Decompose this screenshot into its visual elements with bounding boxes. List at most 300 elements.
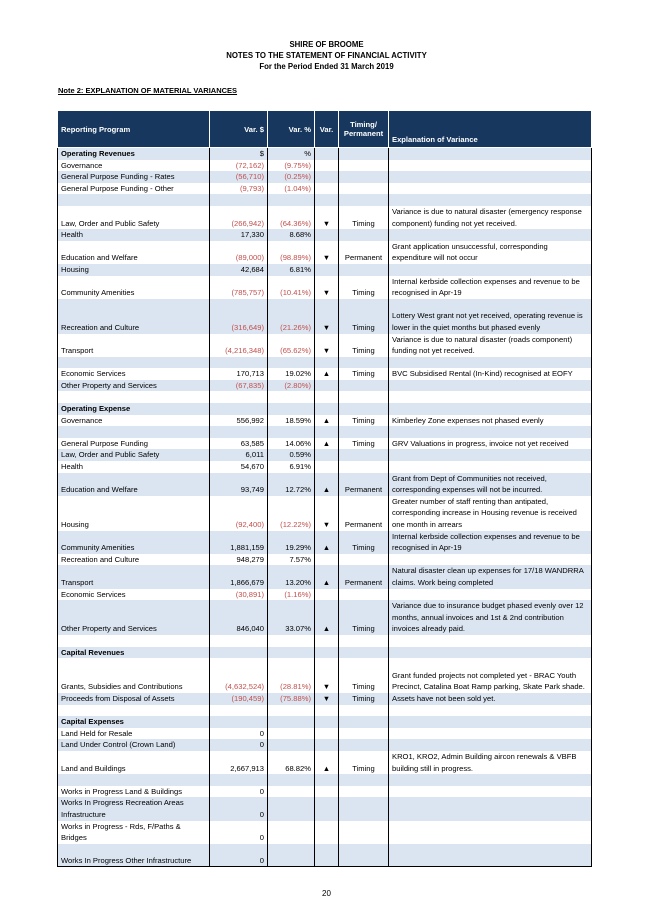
down-arrow-icon: ▼ bbox=[315, 693, 339, 705]
var-pct-cell: 0.59% bbox=[268, 449, 315, 461]
program-cell: Operating Revenues bbox=[58, 148, 210, 160]
var-pct-cell: 19.29% bbox=[268, 531, 315, 554]
var-pct-cell: 19.02% bbox=[268, 368, 315, 380]
section-row bbox=[58, 716, 592, 728]
program-cell: General Purpose Funding - Other bbox=[58, 183, 210, 195]
program-cell: Health bbox=[58, 461, 210, 473]
timing-cell bbox=[339, 705, 389, 717]
explanation-cell bbox=[389, 449, 592, 461]
var-pct-cell: (1.04%) bbox=[268, 183, 315, 195]
report-period: For the Period Ended 31 March 2019 bbox=[259, 62, 394, 71]
timing-cell bbox=[339, 380, 389, 392]
var-pct-cell: 7.57% bbox=[268, 554, 315, 566]
var-cell bbox=[315, 554, 339, 566]
timing-cell bbox=[339, 774, 389, 786]
col-timing: Timing/ Permanent bbox=[339, 111, 389, 148]
timing-cell bbox=[339, 589, 389, 601]
program-cell: Capital Revenues bbox=[58, 647, 210, 659]
var-pct-cell bbox=[268, 821, 315, 844]
timing-cell: Timing bbox=[339, 751, 389, 774]
table-row bbox=[58, 229, 592, 241]
var-dollar-cell: 170,713 bbox=[210, 368, 268, 380]
program-cell: Transport bbox=[58, 565, 210, 588]
table-row bbox=[58, 751, 592, 774]
table-row bbox=[58, 531, 592, 554]
var-dollar-cell: 0 bbox=[210, 821, 268, 844]
col-var-dollar: Var. $ bbox=[210, 111, 268, 148]
table-row bbox=[58, 415, 592, 427]
timing-cell bbox=[339, 728, 389, 740]
var-pct-cell: 6.91% bbox=[268, 461, 315, 473]
var-dollar-cell: 2,667,913 bbox=[210, 751, 268, 774]
timing-cell bbox=[339, 426, 389, 438]
var-cell bbox=[315, 357, 339, 369]
var-dollar-cell: 846,040 bbox=[210, 600, 268, 635]
program-cell: Land Held for Resale bbox=[58, 728, 210, 740]
table-row bbox=[58, 565, 592, 588]
timing-cell bbox=[339, 461, 389, 473]
timing-cell bbox=[339, 171, 389, 183]
timing-cell bbox=[339, 635, 389, 647]
table-row bbox=[58, 264, 592, 276]
var-pct-cell: 18.59% bbox=[268, 415, 315, 427]
program-cell: Capital Expenses bbox=[58, 716, 210, 728]
table-row bbox=[58, 241, 592, 264]
timing-cell bbox=[339, 786, 389, 798]
timing-cell: Timing bbox=[339, 693, 389, 705]
program-cell: Proceeds from Disposal of Assets bbox=[58, 693, 210, 705]
table-row bbox=[58, 368, 592, 380]
var-pct-cell: (9.75%) bbox=[268, 160, 315, 172]
program-cell: Law, Order and Public Safety bbox=[58, 206, 210, 229]
var-pct-cell bbox=[268, 774, 315, 786]
table-row bbox=[58, 797, 592, 820]
timing-cell bbox=[339, 739, 389, 751]
explanation-cell bbox=[389, 380, 592, 392]
var-dollar-cell bbox=[210, 194, 268, 206]
program-cell: Grants, Subsidies and Contributions bbox=[58, 658, 210, 693]
explanation-cell: GRV Valuations in progress, invoice not yet received bbox=[389, 438, 592, 450]
program-cell bbox=[58, 194, 210, 206]
timing-cell: Timing bbox=[339, 206, 389, 229]
up-arrow-icon: ▲ bbox=[315, 600, 339, 635]
program-cell: Transport bbox=[58, 334, 210, 357]
var-dollar-cell: (92,400) bbox=[210, 496, 268, 531]
down-arrow-icon: ▼ bbox=[315, 206, 339, 229]
explanation-cell: BVC Subsidised Rental (In-Kind) recognised at EOFY bbox=[389, 368, 592, 380]
explanation-cell bbox=[389, 589, 592, 601]
program-cell bbox=[58, 357, 210, 369]
timing-cell: Timing bbox=[339, 600, 389, 635]
timing-cell: Timing bbox=[339, 531, 389, 554]
up-arrow-icon: ▲ bbox=[315, 751, 339, 774]
timing-cell bbox=[339, 357, 389, 369]
explanation-cell bbox=[389, 705, 592, 717]
program-cell: Community Amenities bbox=[58, 531, 210, 554]
var-dollar-cell bbox=[210, 426, 268, 438]
var-pct-cell: (2.80%) bbox=[268, 380, 315, 392]
var-dollar-cell: (316,649) bbox=[210, 299, 268, 334]
explanation-cell bbox=[389, 391, 592, 403]
var-pct-cell: (21.26%) bbox=[268, 299, 315, 334]
var-dollar-cell bbox=[210, 391, 268, 403]
var-pct-cell: (1.16%) bbox=[268, 589, 315, 601]
var-pct-cell: (12.22%) bbox=[268, 496, 315, 531]
program-cell: Governance bbox=[58, 160, 210, 172]
explanation-cell bbox=[389, 739, 592, 751]
var-pct-cell: (65.62%) bbox=[268, 334, 315, 357]
table-row bbox=[58, 635, 592, 647]
report-subtitle: NOTES TO THE STATEMENT OF FINANCIAL ACTIVITY bbox=[226, 51, 427, 60]
var-cell bbox=[315, 844, 339, 867]
explanation-cell bbox=[389, 264, 592, 276]
var-cell bbox=[315, 635, 339, 647]
var-pct-cell: 12.72% bbox=[268, 473, 315, 496]
var-pct-cell: 13.20% bbox=[268, 565, 315, 588]
explanation-cell bbox=[389, 403, 592, 415]
explanation-cell bbox=[389, 786, 592, 798]
table-row bbox=[58, 705, 592, 717]
program-cell: Recreation and Culture bbox=[58, 299, 210, 334]
var-dollar-cell: 0 bbox=[210, 797, 268, 820]
var-pct-cell bbox=[268, 797, 315, 820]
program-cell: Community Amenities bbox=[58, 276, 210, 299]
explanation-cell bbox=[389, 194, 592, 206]
timing-cell bbox=[339, 554, 389, 566]
var-cell bbox=[315, 739, 339, 751]
var-cell bbox=[315, 403, 339, 415]
var-dollar-cell: (190,459) bbox=[210, 693, 268, 705]
var-pct-cell bbox=[268, 705, 315, 717]
var-cell bbox=[315, 821, 339, 844]
var-pct-cell bbox=[268, 194, 315, 206]
explanation-cell bbox=[389, 728, 592, 740]
var-pct-cell: 14.06% bbox=[268, 438, 315, 450]
table-row bbox=[58, 844, 592, 867]
program-cell: Operating Expense bbox=[58, 403, 210, 415]
var-dollar-cell: (56,710) bbox=[210, 171, 268, 183]
explanation-cell bbox=[389, 148, 592, 160]
timing-cell bbox=[339, 148, 389, 160]
table-row bbox=[58, 171, 592, 183]
var-dollar-cell: 42,684 bbox=[210, 264, 268, 276]
table-row bbox=[58, 600, 592, 635]
var-pct-cell: (28.81%) bbox=[268, 658, 315, 693]
down-arrow-icon: ▼ bbox=[315, 276, 339, 299]
var-pct-cell bbox=[268, 391, 315, 403]
var-cell bbox=[315, 449, 339, 461]
var-cell bbox=[315, 461, 339, 473]
down-arrow-icon: ▼ bbox=[315, 299, 339, 334]
var-dollar-cell: 0 bbox=[210, 739, 268, 751]
var-cell bbox=[315, 705, 339, 717]
up-arrow-icon: ▲ bbox=[315, 531, 339, 554]
var-dollar-cell bbox=[210, 647, 268, 659]
var-dollar-cell: 93,749 bbox=[210, 473, 268, 496]
program-cell: Education and Welfare bbox=[58, 473, 210, 496]
var-pct-cell bbox=[268, 716, 315, 728]
explanation-cell bbox=[389, 183, 592, 195]
up-arrow-icon: ▲ bbox=[315, 368, 339, 380]
up-arrow-icon: ▲ bbox=[315, 565, 339, 588]
var-dollar-cell: (30,891) bbox=[210, 589, 268, 601]
var-dollar-cell: 63,585 bbox=[210, 438, 268, 450]
col-explanation: Explanation of Variance bbox=[389, 111, 592, 148]
section-row bbox=[58, 403, 592, 415]
var-cell bbox=[315, 194, 339, 206]
var-cell bbox=[315, 160, 339, 172]
var-dollar-cell: (266,942) bbox=[210, 206, 268, 229]
program-cell: Other Property and Services bbox=[58, 380, 210, 392]
report-org: SHIRE OF BROOME bbox=[289, 40, 364, 49]
var-cell bbox=[315, 716, 339, 728]
explanation-cell bbox=[389, 844, 592, 867]
col-program: Reporting Program bbox=[58, 111, 210, 148]
var-dollar-cell: $ bbox=[210, 148, 268, 160]
table-row bbox=[58, 194, 592, 206]
program-cell: Land and Buildings bbox=[58, 751, 210, 774]
timing-cell bbox=[339, 821, 389, 844]
explanation-cell: Variance due to insurance budget phased evenly over 12 months, annual invoices and 1st & 2nd contribution invoices already paid. bbox=[389, 600, 592, 635]
table-row bbox=[58, 693, 592, 705]
program-cell: Recreation and Culture bbox=[58, 554, 210, 566]
var-pct-cell bbox=[268, 739, 315, 751]
table-row bbox=[58, 658, 592, 693]
table-row bbox=[58, 276, 592, 299]
explanation-cell bbox=[389, 821, 592, 844]
explanation-cell bbox=[389, 171, 592, 183]
program-cell: Law, Order and Public Safety bbox=[58, 449, 210, 461]
var-cell bbox=[315, 229, 339, 241]
timing-cell bbox=[339, 449, 389, 461]
program-cell: Education and Welfare bbox=[58, 241, 210, 264]
timing-cell bbox=[339, 183, 389, 195]
explanation-cell bbox=[389, 554, 592, 566]
var-dollar-cell: (67,835) bbox=[210, 380, 268, 392]
table-row bbox=[58, 299, 592, 334]
var-cell bbox=[315, 380, 339, 392]
table-row bbox=[58, 496, 592, 531]
var-dollar-cell bbox=[210, 635, 268, 647]
down-arrow-icon: ▼ bbox=[315, 334, 339, 357]
explanation-cell bbox=[389, 229, 592, 241]
program-cell: General Purpose Funding bbox=[58, 438, 210, 450]
col-var-pct: Var. % bbox=[268, 111, 315, 148]
timing-cell: Timing bbox=[339, 658, 389, 693]
table-row bbox=[58, 438, 592, 450]
var-pct-cell bbox=[268, 647, 315, 659]
program-cell: Economic Services bbox=[58, 368, 210, 380]
var-pct-cell: (10.41%) bbox=[268, 276, 315, 299]
program-cell bbox=[58, 635, 210, 647]
var-dollar-cell: 6,011 bbox=[210, 449, 268, 461]
explanation-cell bbox=[389, 635, 592, 647]
explanation-cell: Assets have not been sold yet. bbox=[389, 693, 592, 705]
var-cell bbox=[315, 183, 339, 195]
var-cell bbox=[315, 391, 339, 403]
table-row bbox=[58, 426, 592, 438]
var-pct-cell bbox=[268, 357, 315, 369]
explanation-cell: Variance is due to natural disaster (emergency response component) funding not yet received. bbox=[389, 206, 592, 229]
var-cell bbox=[315, 171, 339, 183]
var-cell bbox=[315, 786, 339, 798]
table-row bbox=[58, 391, 592, 403]
var-cell bbox=[315, 647, 339, 659]
var-dollar-cell: (72,162) bbox=[210, 160, 268, 172]
explanation-cell bbox=[389, 774, 592, 786]
program-cell bbox=[58, 705, 210, 717]
explanation-cell: KRO1, KRO2, Admin Building aircon renewals & VBFB building still in progress. bbox=[389, 751, 592, 774]
program-cell: General Purpose Funding - Rates bbox=[58, 171, 210, 183]
table-row bbox=[58, 728, 592, 740]
explanation-cell bbox=[389, 716, 592, 728]
var-dollar-cell: 54,670 bbox=[210, 461, 268, 473]
timing-cell: Permanent bbox=[339, 241, 389, 264]
var-dollar-cell bbox=[210, 716, 268, 728]
timing-cell bbox=[339, 264, 389, 276]
var-dollar-cell: 0 bbox=[210, 786, 268, 798]
timing-cell bbox=[339, 160, 389, 172]
var-dollar-cell: 1,881,159 bbox=[210, 531, 268, 554]
program-cell bbox=[58, 426, 210, 438]
explanation-cell: Greater number of staff renting than antipated, corresponding increase in Housing revenue is received one month in arrears bbox=[389, 496, 592, 531]
table-body bbox=[58, 148, 592, 867]
program-cell: Works in Progress - Rds, F/Paths & Bridges bbox=[58, 821, 210, 844]
timing-cell bbox=[339, 194, 389, 206]
var-pct-cell: % bbox=[268, 148, 315, 160]
up-arrow-icon: ▲ bbox=[315, 438, 339, 450]
explanation-cell: Internal kerbside collection expenses and revenue to be recognised in Apr-19 bbox=[389, 276, 592, 299]
var-cell bbox=[315, 797, 339, 820]
var-pct-cell bbox=[268, 844, 315, 867]
table-row bbox=[58, 206, 592, 229]
table-row bbox=[58, 357, 592, 369]
program-cell: Other Property and Services bbox=[58, 600, 210, 635]
timing-cell bbox=[339, 647, 389, 659]
timing-cell bbox=[339, 391, 389, 403]
timing-cell: Timing bbox=[339, 299, 389, 334]
program-cell bbox=[58, 774, 210, 786]
section-row bbox=[58, 647, 592, 659]
down-arrow-icon: ▼ bbox=[315, 241, 339, 264]
timing-cell: Timing bbox=[339, 368, 389, 380]
var-dollar-cell bbox=[210, 774, 268, 786]
timing-cell: Timing bbox=[339, 334, 389, 357]
timing-cell: Timing bbox=[339, 415, 389, 427]
var-cell bbox=[315, 728, 339, 740]
down-arrow-icon: ▼ bbox=[315, 658, 339, 693]
var-dollar-cell: 0 bbox=[210, 728, 268, 740]
var-cell bbox=[315, 589, 339, 601]
program-cell: Governance bbox=[58, 415, 210, 427]
var-dollar-cell: 1,866,679 bbox=[210, 565, 268, 588]
program-cell: Land Under Control (Crown Land) bbox=[58, 739, 210, 751]
program-cell: Economic Services bbox=[58, 589, 210, 601]
table-row bbox=[58, 554, 592, 566]
variance-table bbox=[57, 110, 592, 867]
explanation-cell: Natural disaster clean up expenses for 17/18 WANDRRA claims. Work being completed bbox=[389, 565, 592, 588]
explanation-cell bbox=[389, 647, 592, 659]
program-cell bbox=[58, 391, 210, 403]
var-dollar-cell: 556,992 bbox=[210, 415, 268, 427]
var-dollar-cell: (9,793) bbox=[210, 183, 268, 195]
down-arrow-icon: ▼ bbox=[315, 496, 339, 531]
var-pct-cell: 6.81% bbox=[268, 264, 315, 276]
table-row bbox=[58, 786, 592, 798]
explanation-cell bbox=[389, 357, 592, 369]
var-dollar-cell: 17,330 bbox=[210, 229, 268, 241]
var-dollar-cell: 0 bbox=[210, 844, 268, 867]
timing-cell bbox=[339, 844, 389, 867]
var-dollar-cell: (785,757) bbox=[210, 276, 268, 299]
explanation-cell: Lottery West grant not yet received, operating revenue is lower in the quiet months but phased evenly bbox=[389, 299, 592, 334]
table-row bbox=[58, 183, 592, 195]
up-arrow-icon: ▲ bbox=[315, 415, 339, 427]
var-pct-cell bbox=[268, 728, 315, 740]
program-cell: Works in Progress Land & Buildings bbox=[58, 786, 210, 798]
var-dollar-cell: (89,000) bbox=[210, 241, 268, 264]
table-row bbox=[58, 774, 592, 786]
timing-cell bbox=[339, 229, 389, 241]
table-row bbox=[58, 380, 592, 392]
program-cell: Works In Progress Other Infrastructure bbox=[58, 844, 210, 867]
var-pct-cell: (64.36%) bbox=[268, 206, 315, 229]
var-pct-cell: (75.88%) bbox=[268, 693, 315, 705]
table-row bbox=[58, 449, 592, 461]
var-pct-cell: (0.25%) bbox=[268, 171, 315, 183]
var-dollar-cell: (4,632,524) bbox=[210, 658, 268, 693]
explanation-cell bbox=[389, 461, 592, 473]
var-dollar-cell bbox=[210, 357, 268, 369]
explanation-cell: Variance is due to natural disaster (roads component) funding not yet received. bbox=[389, 334, 592, 357]
timing-cell: Timing bbox=[339, 438, 389, 450]
explanation-cell bbox=[389, 797, 592, 820]
timing-cell: Permanent bbox=[339, 473, 389, 496]
table-row bbox=[58, 461, 592, 473]
explanation-cell: Grant funded projects not completed yet - BRAC Youth Precinct, Catalina Boat Ramp parking, Skate Park shade. bbox=[389, 658, 592, 693]
program-cell: Health bbox=[58, 229, 210, 241]
table-row bbox=[58, 739, 592, 751]
timing-cell bbox=[339, 797, 389, 820]
var-pct-cell: 68.82% bbox=[268, 751, 315, 774]
timing-cell: Timing bbox=[339, 276, 389, 299]
table-row bbox=[58, 160, 592, 172]
var-pct-cell bbox=[268, 635, 315, 647]
table-row bbox=[58, 589, 592, 601]
timing-cell: Permanent bbox=[339, 565, 389, 588]
var-dollar-cell bbox=[210, 403, 268, 415]
explanation-cell: Grant application unsuccessful, corresponding expenditure will not occur bbox=[389, 241, 592, 264]
explanation-cell bbox=[389, 426, 592, 438]
explanation-cell bbox=[389, 160, 592, 172]
var-cell bbox=[315, 148, 339, 160]
table-row bbox=[58, 334, 592, 357]
var-dollar-cell: 948,279 bbox=[210, 554, 268, 566]
explanation-cell: Kimberley Zone expenses not phased evenly bbox=[389, 415, 592, 427]
program-cell: Housing bbox=[58, 264, 210, 276]
var-pct-cell bbox=[268, 426, 315, 438]
up-arrow-icon: ▲ bbox=[315, 473, 339, 496]
var-dollar-cell: (4,216,348) bbox=[210, 334, 268, 357]
table-row bbox=[58, 473, 592, 496]
var-pct-cell bbox=[268, 403, 315, 415]
var-cell bbox=[315, 264, 339, 276]
var-dollar-cell bbox=[210, 705, 268, 717]
explanation-cell: Internal kerbside collection expenses and revenue to be recognised in Apr-19 bbox=[389, 531, 592, 554]
table-header bbox=[58, 111, 592, 148]
var-cell bbox=[315, 426, 339, 438]
var-pct-cell: 8.68% bbox=[268, 229, 315, 241]
